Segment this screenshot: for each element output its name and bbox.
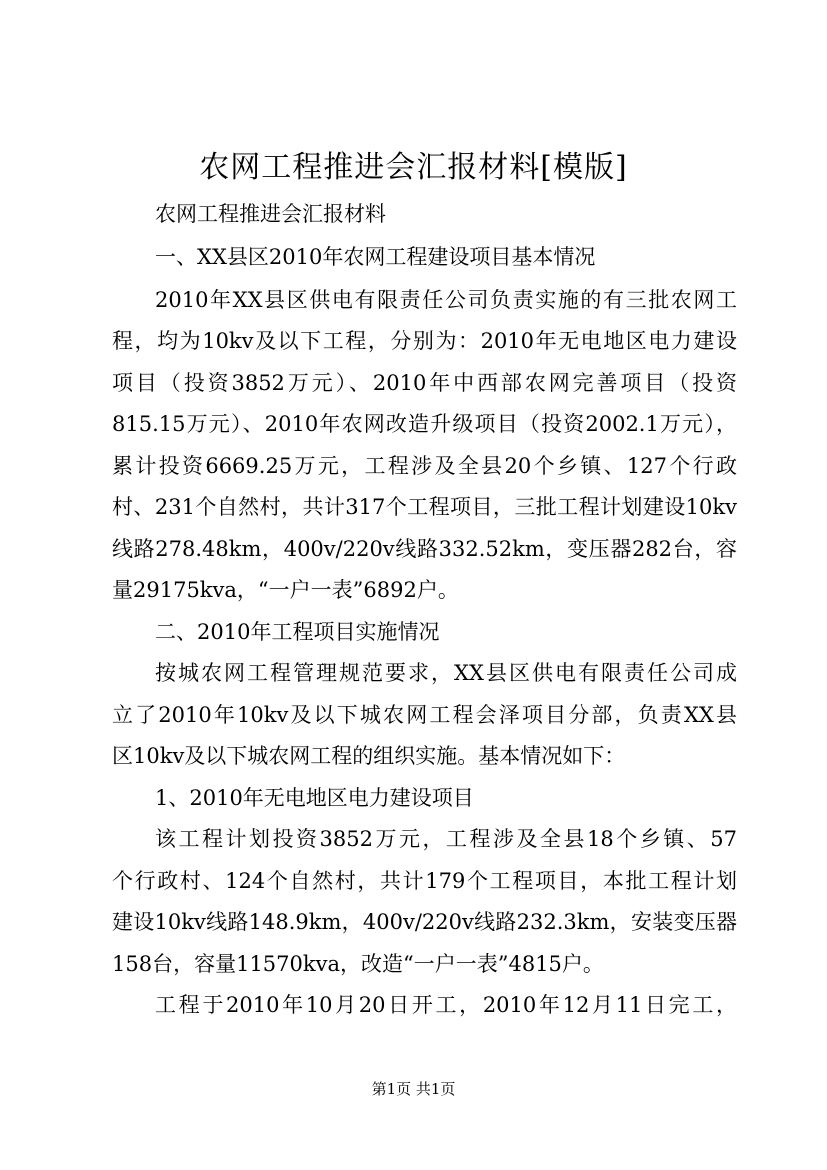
paragraph-line: 项目（投资3852万元）、2010年中西部农网完善项目（投资	[112, 371, 737, 395]
paragraph-line: 村、231个自然村，共计317个工程项目，三批工程计划建设10kv	[112, 495, 737, 519]
paragraph-line: 线路278.48km，400v/220v线路332.52km，变压器282台，容	[112, 537, 737, 561]
paragraph-line: 按城农网工程管理规范要求，XX县区供电有限责任公司成	[155, 661, 737, 685]
paragraph-line: 立了2010年10kv及以下城农网工程会泽项目分部，负责XX县	[112, 703, 737, 727]
paragraph-line: 程，均为10kv及以下工程，分别为：2010年无电地区电力建设	[112, 329, 737, 353]
paragraph-line: 累计投资6669.25万元，工程涉及全县20个乡镇、127个行政	[112, 454, 737, 478]
paragraph-line: 815.15万元）、2010年农网改造升级项目（投资2002.1万元），	[112, 412, 737, 436]
document-title: 农网工程推进会汇报材料[模版]	[199, 150, 628, 185]
paragraph-line: 个行政村、124个自然村，共计179个工程项目，本批工程计划	[112, 869, 737, 893]
paragraph-line: 区10kv及以下城农网工程的组织实施。基本情况如下：	[112, 744, 626, 768]
paragraph-line: 建设10kv线路148.9km，400v/220v线路232.3km，安装变压器	[112, 910, 737, 934]
section-heading-1: 一、XX县区2010年农网工程建设项目基本情况	[155, 245, 596, 269]
section-heading-2: 二、2010年工程项目实施情况	[155, 620, 440, 644]
page-footer: 第1页 共1页	[371, 1080, 456, 1098]
paragraph-line: 该工程计划投资3852万元，工程涉及全县18个乡镇、57	[155, 827, 737, 851]
paragraph-line: 158台，容量11570kva，改造“一户一表”4815户。	[112, 952, 604, 976]
paragraph-line: 2010年XX县区供电有限责任公司负责实施的有三批农网工	[155, 288, 737, 312]
paragraph-line: 量29175kva，“一户一表”6892户。	[112, 578, 459, 602]
subtitle-line: 农网工程推进会汇报材料	[155, 202, 386, 226]
subsection-heading-1: 1、2010年无电地区电力建设项目	[155, 786, 474, 810]
paragraph-line: 工程于2010年10月20日开工，2010年12月11日完工，	[155, 993, 737, 1017]
